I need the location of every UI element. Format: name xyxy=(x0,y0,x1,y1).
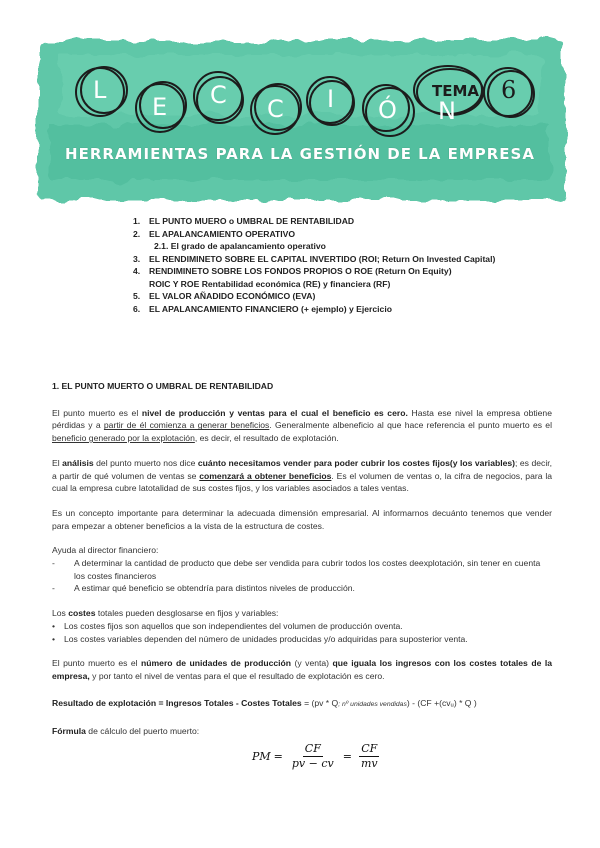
paragraph-breakeven: El punto muerto es el número de unidades de producción (y venta) que iguala los ingresos con los costes totales de la empresa, y por tanto el nivel de ventas para el que el resultado de explotación es cero. xyxy=(52,658,552,681)
letter-c1: C xyxy=(210,81,227,109)
paragraph-help-intro: Ayuda al director financiero: xyxy=(52,545,159,556)
banner-subtitle: HERRAMIENTAS PARA LA GESTIÓN DE LA EMPRESA xyxy=(65,145,535,163)
list-item: • Los costes fijos son aquellos que son independientes del volumen de producción oventa. xyxy=(52,620,552,633)
toc-item: 2. EL APALANCAMIENTO OPERATIVO xyxy=(133,228,296,239)
toc-item: 6. EL APALANCAMIENTO FINANCIERO (+ ejemplo) y Ejercicio xyxy=(133,303,392,314)
help-list xyxy=(52,557,552,595)
section-title: 1. EL PUNTO MUERTO O UMBRAL DE RENTABILIDAD xyxy=(52,381,274,391)
resultado-explotacion-line: Resultado de explotación = Ingresos Totales - Costes Totales = (pv * Q; nº unidades vendidas) - (CF +(cvᵤ) * Q ) xyxy=(52,697,477,708)
formula-lhs: PM xyxy=(252,750,271,763)
toc-item: 4. RENDIMINETO SOBRE LOS FONDOS PROPIOS O ROE (Return On Equity) xyxy=(133,266,452,276)
toc-continuation: ROIC Y ROE Rentabilidad económica (RE) y financiera (RF) xyxy=(149,278,391,289)
costs-list xyxy=(52,620,552,645)
list-item: - A estimar qué beneficio se obtendría para distintos niveles de producción. xyxy=(52,582,552,595)
list-item: - A determinar la cantidad de producto que debe ser vendida para cubrir todos los costes deexplotación, sin tener en cuenta los costes financieros xyxy=(52,557,552,582)
breakeven-formula: PM = $\frac{CF}{pv - cv}$ = $\frac{CF}{mv}$ xyxy=(252,742,378,770)
paragraph-analysis: El análisis del punto muerto nos dice cuánto necesitamos vender para poder cubrir los costes fijos(y los variables); es decir, a partir de qué volumen de ventas se comenzará a obtener beneficios. Es el volumen de ventas o, la cifra de negocios, para la cual la empresa cubre latotalidad de sus costes fijos, y los variables asociados a tales ventas. xyxy=(52,457,553,494)
toc-item: 1. EL PUNTO MUERO o UMBRAL DE RENTABILIDAD xyxy=(133,216,355,226)
letter-e: E xyxy=(152,93,168,121)
tema-number: 6 xyxy=(501,76,517,104)
toc-item: 3. EL RENDIMINETO SOBRE EL CAPITAL INVERTIDO (ROI; Return On Invested Capital) xyxy=(133,253,496,264)
paragraph-importance: Es un concepto importante para determinar la adecuada dimensión empresarial. Al informarnos decuánto tenemos que vender para empezar a obtener beneficios a la vista de la estructura de costes. xyxy=(52,507,552,531)
tema-label: TEMA xyxy=(432,82,480,100)
paragraph-definition: El punto muerto es el nivel de producción y ventas para el cual el beneficio es cero. Hasta ese nivel la empresa obtiene pérdidas y a partir de él comienza a generar beneficios. Generalmente albeneficio al que hace referencia el punto muerto es el beneficio generado por la explotación, es decir, el resultado de explotación. xyxy=(52,407,552,444)
fraction-1: $\frac{CF}{pv - cv}$ xyxy=(291,742,334,770)
formula-label: Fórmula de cálculo del puerto muerto: xyxy=(52,726,200,737)
fraction-2: $\frac{CF}{mv}$ xyxy=(360,742,378,770)
paragraph-costs-intro: Los costes totales pueden desglosarse en fijos y variables: xyxy=(52,608,279,619)
list-item: • Los costes variables dependen del número de unidades producidas y/o adquiridas para suposterior venta. xyxy=(52,633,552,646)
section-content xyxy=(52,380,552,738)
table-of-contents xyxy=(133,215,563,315)
letter-c2: C xyxy=(267,95,284,123)
letter-n: N xyxy=(438,97,456,125)
letter-i: I xyxy=(327,85,335,113)
toc-subitem: 2.1. El grado de apalancamiento operativo xyxy=(154,241,326,251)
toc-item: 5. EL VALOR AÑADIDO ECONÓMICO (EVA) xyxy=(133,291,316,301)
letter-l: L xyxy=(93,76,107,104)
letter-o: Ó xyxy=(378,96,397,124)
